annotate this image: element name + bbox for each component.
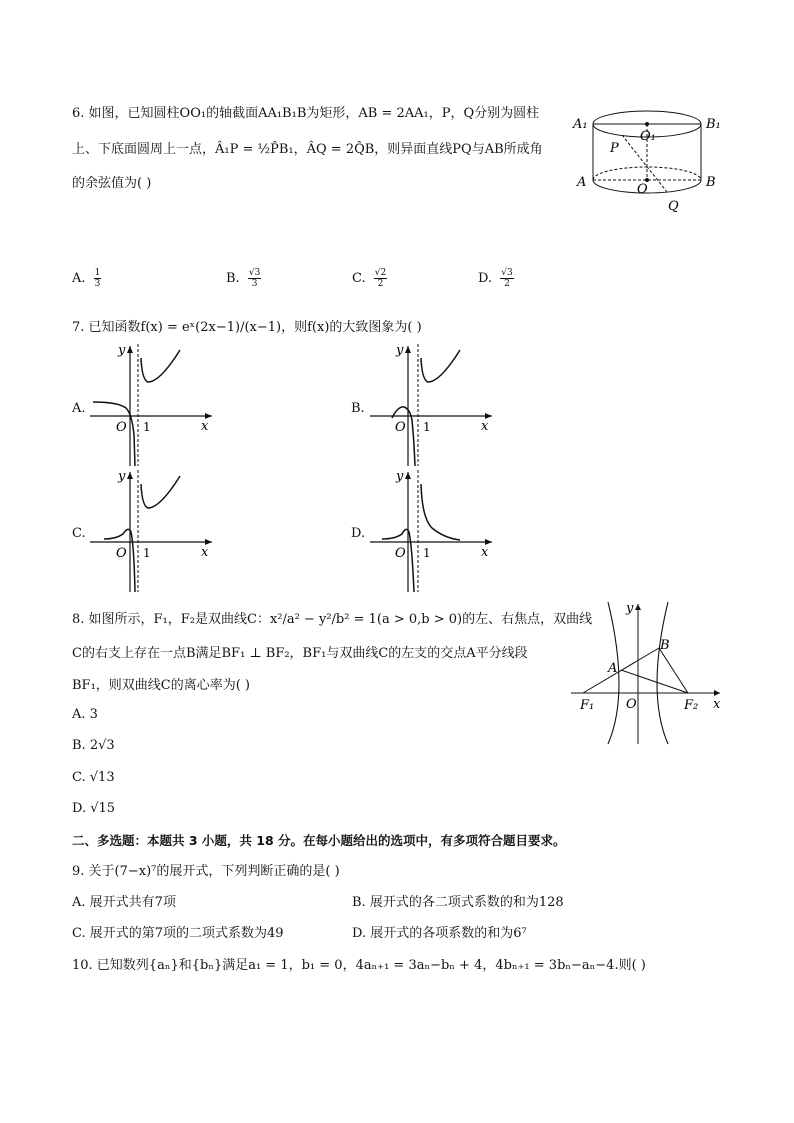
origin-label: O — [116, 420, 127, 435]
q7-option-a-label[interactable]: A. — [72, 401, 86, 416]
y-axis-label: y — [118, 343, 126, 358]
q8-line3: BF₁，则双曲线C的离心率为( ) — [72, 678, 251, 693]
label-F2: F₂ — [684, 698, 699, 713]
label-P: P — [610, 141, 619, 156]
q9-option-c[interactable]: C. 展开式的第7项的二项式系数为49 — [72, 926, 284, 941]
label-B: B — [660, 638, 670, 653]
q6-option-a[interactable]: A. $\frac{1}{3}$ — [72, 268, 101, 289]
x-axis-label: x — [201, 419, 209, 434]
q9-option-b[interactable]: B. 展开式的各二项式系数的和为128 — [352, 895, 564, 910]
label-F1: F₁ — [580, 698, 595, 713]
tick-1-label: 1 — [143, 420, 151, 434]
label-O: O — [626, 697, 637, 712]
q6-line2: 上、下底面圆周上一点，Â₁P = ½P̂B₁，ÂQ = 2Q̂B，则异面直线PQ与AB所成角 — [72, 142, 543, 157]
y-axis-label: y — [396, 469, 404, 484]
q8-option-a[interactable]: A. 3 — [72, 707, 98, 722]
q7-option-c-label[interactable]: C. — [72, 526, 86, 541]
y-axis-label: y — [396, 343, 404, 358]
label-O: O — [637, 182, 648, 197]
label-B: B — [706, 175, 716, 190]
q6-line3: 的余弦值为( ) — [72, 176, 152, 191]
label-B1: B₁ — [706, 117, 721, 132]
fraction: $\frac{√3}{3}$ — [248, 268, 261, 289]
label-A: A — [577, 175, 587, 190]
q7-stem: 7. 已知函数f(x) = eˣ(2x−1)/(x−1)，则f(x)的大致图象为( ) — [72, 320, 422, 335]
q7-option-b-label[interactable]: B. — [351, 401, 365, 416]
fraction: $\frac{√2}{2}$ — [374, 268, 387, 289]
q7-graph-d[interactable] — [368, 466, 498, 594]
label-A: A — [608, 661, 618, 676]
label-x: x — [713, 697, 721, 712]
tick-1-label: 1 — [423, 546, 431, 560]
q9-option-d[interactable]: D. 展开式的各项系数的和为6⁷ — [352, 926, 527, 941]
q9-option-a[interactable]: A. 展开式共有7项 — [72, 895, 176, 910]
section-heading: 二、多选题：本题共 3 小题，共 18 分。在每小题给出的选项中，有多项符合题目要求。 — [72, 833, 566, 848]
fraction: $\frac{√3}{2}$ — [501, 268, 513, 289]
q6-option-c[interactable]: C. $\frac{√2}{2}$ — [352, 268, 387, 289]
q7-option-d-label[interactable]: D. — [351, 526, 366, 541]
q7-graph-b[interactable] — [368, 340, 498, 468]
label-A1: A₁ — [573, 117, 588, 132]
origin-label: O — [395, 546, 406, 561]
fraction: $\frac{1}{3}$ — [94, 268, 101, 289]
tick-1-label: 1 — [143, 546, 151, 560]
origin-label: O — [116, 546, 127, 561]
label-y: y — [626, 601, 634, 616]
q8-option-b[interactable]: B. 2√3 — [72, 738, 115, 753]
x-axis-label: x — [481, 545, 489, 560]
x-axis-label: x — [201, 545, 209, 560]
q6-option-d[interactable]: D. $\frac{√3}{2}$ — [478, 268, 513, 289]
q8-line2: C的右支上存在一点B满足BF₁ ⊥ BF₂，BF₁与双曲线C的左支的交点A平分线段 — [72, 646, 528, 661]
label-O1: O₁ — [640, 129, 656, 144]
q8-line1: 8. 如图所示，F₁，F₂是双曲线C：x²/a² − y²/b² = 1(a > 0,b > 0)的左、右焦点，双曲线 — [72, 612, 593, 627]
cylinder-figure — [570, 100, 730, 218]
q6-line1: 6. 如图，已知圆柱OO₁的轴截面AA₁B₁B为矩形，AB = 2AA₁，P，Q分别为圆柱 — [72, 106, 540, 121]
origin-label: O — [395, 420, 406, 435]
tick-1-label: 1 — [423, 420, 431, 434]
q9-stem: 9. 关于(7−x)⁷的展开式，下列判断正确的是( ) — [72, 864, 340, 879]
q6-option-b[interactable]: B. $\frac{√3}{3}$ — [226, 268, 261, 289]
y-axis-label: y — [118, 469, 126, 484]
q10-stem: 10. 已知数列{aₙ}和{bₙ}满足a₁ = 1，b₁ = 0，4aₙ₊₁ = 3aₙ−bₙ + 4，4bₙ₊₁ = 3bₙ−aₙ−4.则( ) — [72, 958, 646, 973]
q8-option-c[interactable]: C. √13 — [72, 770, 115, 785]
q7-graph-c[interactable] — [88, 466, 218, 594]
label-Q: Q — [668, 199, 679, 214]
q8-option-d[interactable]: D. √15 — [72, 801, 116, 816]
q7-graph-a[interactable] — [88, 340, 218, 468]
x-axis-label: x — [481, 419, 489, 434]
hyperbola-figure — [568, 598, 726, 748]
